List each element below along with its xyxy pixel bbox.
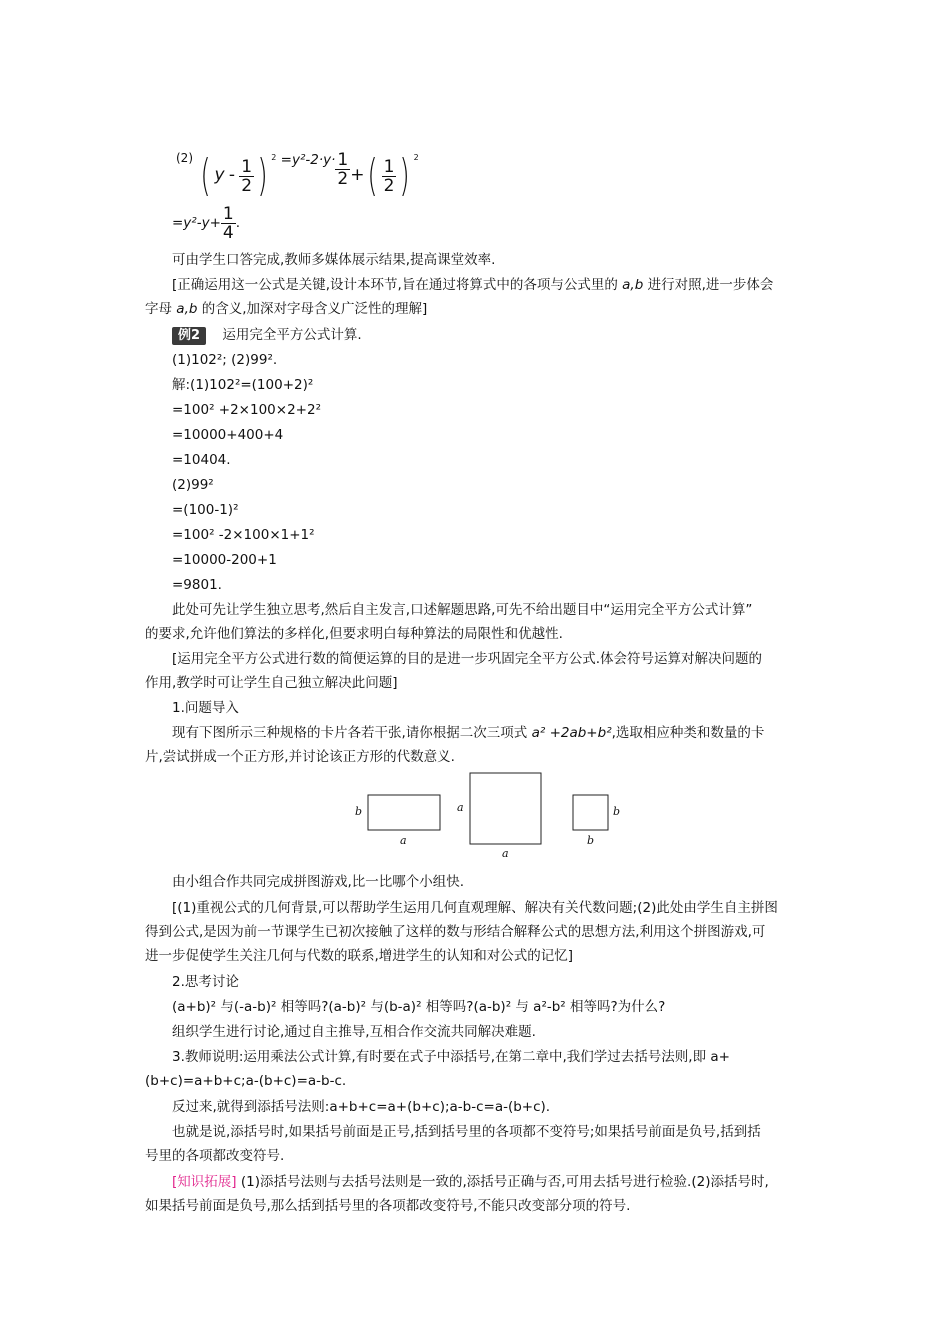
right-paren: ) (399, 150, 411, 201)
frac-den: 2 (337, 169, 349, 189)
small-square-card (573, 795, 608, 830)
math-line: (1)102²; (2)99². (172, 352, 278, 368)
frac-num: 1 (222, 203, 234, 224)
math-line: =100² -2×100×1+1² (172, 527, 315, 543)
math-line: =10404. (172, 452, 231, 468)
text: (1)添括号法则与去括号法则是一致的,添括号正确与否,可用去括号进行检验.(2)添括号时, (236, 1174, 769, 1190)
exponent: 2 (413, 153, 419, 162)
paragraph: (b+c)=a+b+c;a-(b+c)=a-b-c. (145, 1073, 347, 1089)
frac-num: 1 (337, 150, 349, 170)
frac-den: 2 (383, 175, 395, 196)
left-paren: ( (367, 150, 379, 201)
paragraph: 如果括号前面是负号,那么括到括号里的各项都改变符号,不能只改变部分项的符号. (145, 1198, 631, 1214)
var-y: y (214, 165, 225, 185)
paragraph: 可由学生口答完成,教师多媒体展示结果,提高课堂效率. (172, 252, 496, 268)
paragraph: 也就是说,添括号时,如果括号前面是正号,括到括号里的各项都不变符号;如果括号前面是负号,括到括 (172, 1124, 761, 1140)
left-paren: ( (200, 150, 212, 201)
extension-label: [知识拓展] (172, 1174, 237, 1190)
math-line: (2)99² (172, 477, 214, 493)
math-line: =(100-1)² (172, 502, 239, 518)
paragraph: 进一步促使学生关注几何与代数的联系,增进学生的认知和对公式的记忆] (145, 948, 574, 964)
example-heading (172, 325, 362, 345)
frac-den: 4 (222, 222, 234, 243)
paragraph (172, 723, 764, 743)
right-paren: ) (257, 150, 268, 201)
math-line: =10000-200+1 (172, 552, 277, 568)
paragraph: 此处可先让学生独立思考,然后自主发言,口述解题思路,可先不给出题目中“运用完全平方公式计算” (172, 602, 753, 618)
formula-line-2 (176, 128, 419, 201)
text: ,选取相应种类和数量的卡 (611, 725, 765, 741)
frac-den: 2 (241, 175, 253, 196)
section-heading: 1.问题导入 (172, 700, 239, 716)
result-text: =y²-y+ (172, 215, 221, 231)
rect-side-label: b (355, 805, 363, 818)
var-ab: a,b (622, 277, 644, 293)
math-line: =100² +2×100×2+2² (172, 402, 321, 418)
fraction-quarter (221, 205, 236, 242)
section-heading: 3.教师说明:运用乘法公式计算,有时要在式子中添括号,在第二章中,我们学过去括号法则,即 a+ (172, 1049, 730, 1065)
question: (a+b)² 与(-a-b)² 相等吗?(a-b)² 与(b-a)² 相等吗?(a-b)² 与 a²-b² 相等吗?为什么? (172, 999, 666, 1015)
exponent: 2 (271, 153, 277, 162)
text: [正确运用这一公式是关键,设计本环节,旨在通过将算式中的各项与公式里的 (172, 277, 623, 293)
big-bottom-label: a (502, 847, 509, 860)
var-ab: a,b (176, 301, 198, 317)
paragraph: 号里的各项都改变符号. (145, 1148, 285, 1164)
paragraph (145, 299, 427, 319)
text: 字母 (145, 301, 177, 317)
fraction-half-1 (239, 158, 254, 195)
math-line: 解:(1)102²=(100+2)² (172, 377, 314, 393)
paragraph: 的要求,允许他们算法的多样化,但要求明白每种算法的局限性和优越性. (145, 626, 563, 642)
fraction-half-2 (335, 151, 350, 188)
paragraph (172, 275, 773, 295)
paragraph: [(1)重视公式的几何背景,可以帮助学生运用几何直观理解、解决有关代数问题;(2)此处由学生自主拼图 (172, 900, 778, 916)
paragraph: [运用完全平方公式进行数的简便运算的目的是进一步巩固完全平方公式.体会符号运算对解决问题的 (172, 651, 763, 667)
frac-num: 1 (241, 156, 253, 177)
knowledge-extension (172, 1172, 769, 1192)
text: 进行对照,进一步体会 (643, 277, 774, 293)
fraction-half-3 (382, 158, 397, 195)
plus-sign: + (350, 165, 365, 185)
expression: a² +2ab+b² (531, 725, 612, 741)
paragraph: 作用,教学时可让学生自己独立解决此问题] (145, 675, 398, 691)
paragraph: 片,尝试拼成一个正方形,并讨论该正方形的代数意义. (145, 749, 455, 765)
paragraph: 得到公式,是因为前一节课学生已初次接触了这样的数与形结合解释公式的思想方法,利用这个拼图游戏,可 (145, 924, 766, 940)
small-side-label: b (613, 805, 621, 818)
frac-num: 1 (383, 156, 395, 177)
card-figure (340, 765, 640, 865)
big-side-label: a (457, 801, 464, 814)
result-period: . (235, 215, 241, 231)
math-line: =10000+400+4 (172, 427, 284, 443)
minus-sign: - (228, 165, 235, 185)
text: 现有下图所示三种规格的卡片各若干张,请你根据二次三项式 (172, 725, 532, 741)
paragraph: 反过来,就得到添括号法则:a+b+c=a+(b+c);a-b-c=a-(b+c). (172, 1099, 551, 1115)
formula-label: (2) (176, 151, 193, 165)
small-bottom-label: b (587, 834, 595, 847)
expansion-text: =y²-2·y· (280, 152, 336, 168)
rect-card (368, 795, 440, 830)
text: 的含义,加深对字母含义广泛性的理解] (197, 301, 428, 317)
paragraph: 由小组合作共同完成拼图游戏,比一比哪个小组快. (172, 874, 465, 890)
example-text: 运用完全平方公式计算. (222, 327, 362, 343)
formula-result (172, 200, 240, 246)
rect-bottom-label: a (400, 834, 407, 847)
example-badge: 例2 (172, 327, 206, 345)
paragraph: 组织学生进行讨论,通过自主推导,互相合作交流共同解决难题. (172, 1024, 536, 1040)
math-line: =9801. (172, 577, 222, 593)
section-heading: 2.思考讨论 (172, 974, 239, 990)
big-square-card (470, 773, 541, 844)
